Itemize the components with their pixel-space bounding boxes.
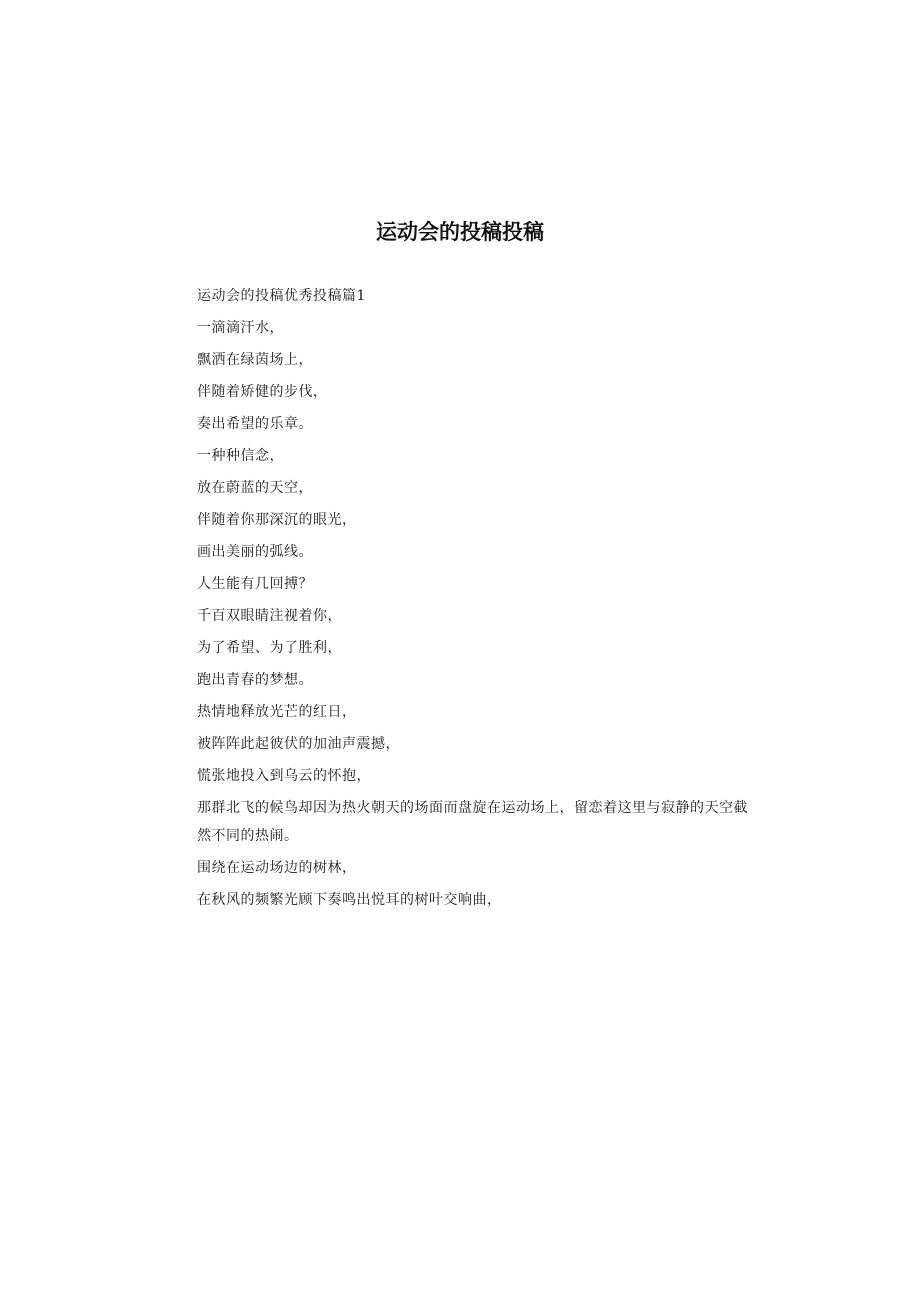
poem-line: 热情地释放光芒的红日， — [197, 704, 357, 720]
poem-line: 在秋风的频繁光顾下奏鸣出悦耳的树叶交响曲， — [197, 892, 502, 908]
poem-line: 跑出青春的梦想。 — [197, 672, 313, 688]
poem-line: 人生能有几回搏？ — [197, 576, 313, 592]
poem-line: 飘洒在绿茵场上， — [197, 352, 313, 368]
poem-line: 伴随着矫健的步伐， — [197, 384, 328, 400]
poem-line: 为了希望、为了胜利， — [197, 640, 342, 656]
poem-line: 一种种信念， — [197, 448, 284, 464]
poem-line: 画出美丽的弧线。 — [197, 544, 313, 560]
poem-line: 围绕在运动场边的树林， — [197, 860, 357, 876]
document-body — [197, 280, 757, 916]
poem-line: 放在蔚蓝的天空， — [197, 480, 313, 496]
poem-line: 那群北飞的候鸟却因为热火朝天的场面而盘旋在运动场上，留恋着这里与寂静的天空截然不同的热闹。 — [197, 800, 748, 844]
section-heading: 运动会的投稿优秀投稿篇1 — [197, 288, 366, 304]
poem-line: 一滴滴汗水， — [197, 320, 284, 336]
poem-line: 伴随着你那深沉的眼光， — [197, 512, 357, 528]
poem-line: 千百双眼睛注视着你， — [197, 608, 342, 624]
poem-line: 被阵阵此起彼伏的加油声震撼， — [197, 736, 400, 752]
document-title: 运动会的投稿投稿 — [376, 220, 544, 244]
poem-line: 奏出希望的乐章。 — [197, 416, 313, 432]
poem-line: 慌张地投入到乌云的怀抱， — [197, 768, 371, 784]
